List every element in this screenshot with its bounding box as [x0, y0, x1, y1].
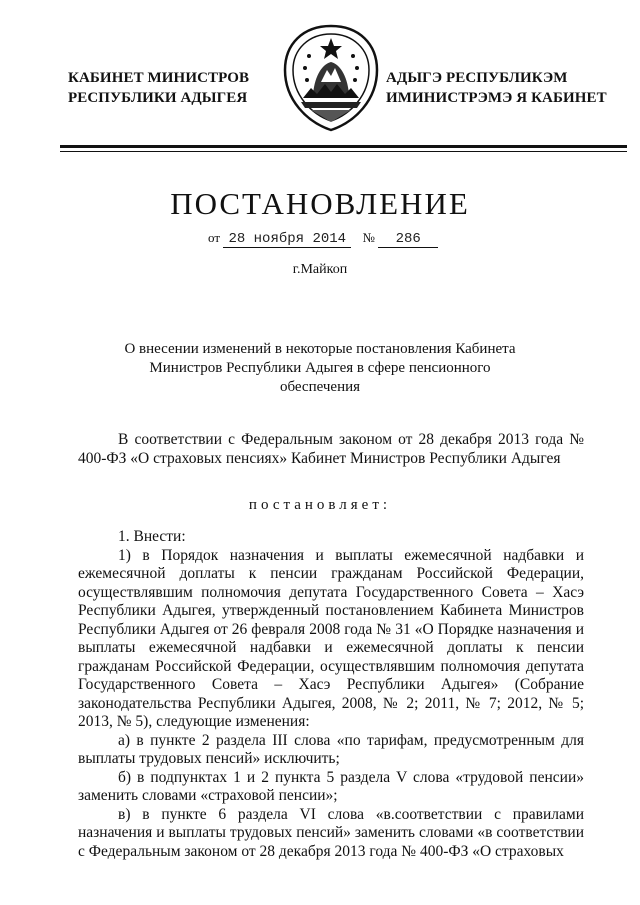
org-right-line-1: АДЫГЭ РЕСПУБЛИКЭМ — [386, 70, 568, 86]
header-divider-thick — [60, 145, 627, 148]
organization-name-russian — [68, 68, 268, 108]
date-number-line — [208, 230, 438, 248]
document-number: 286 — [378, 231, 438, 248]
body-paragraph: 1) в Порядок назначения и выплаты ежемесячной надбавки и ежемесячной доплаты к пенсии гражданам Российской Федерации, осуществлявшим полномочия депутата Государственного Совета – Хасэ Республики Адыгея, утвержденный постановлением Кабинета Министров Республики Адыгея от 26 февраля 2008 года № 31 «О Порядке назначения и выплаты ежемесячной надбавки и ежемесячной доплаты к пенсии гражданам Российской Федерации, осуществлявшим полномочия депутата Государственного Совета – Хасэ Республики Адыгея» (Собрание законодательства Республики Адыгея, 2008, № 2; 2011, № 7; 2012, № 5; 2013, № 5), следующие изменения: — [78, 546, 584, 730]
org-left-line-1: КАБИНЕТ МИНИСТРОВ — [68, 70, 250, 86]
org-left-line-2: РЕСПУБЛИКИ АДЫГЕЯ — [68, 90, 248, 106]
date-prefix: от — [208, 230, 221, 245]
adygea-coat-of-arms-icon — [281, 22, 381, 134]
body-paragraph: а) в пункте 2 раздела III слова «по тарифам, предусмотренным для выплаты трудовых пенсий» исключить; — [78, 731, 584, 767]
preamble-paragraph: В соответствии с Федеральным законом от 28 декабря 2013 года № 400-ФЗ «О страховых пенсиях» Кабинет Министров Республики Адыгея — [78, 431, 584, 467]
org-right-line-2: ИМИНИСТРЭМЭ Я КАБИНЕТ — [386, 90, 607, 106]
document-body — [78, 528, 584, 861]
place-of-issue: г.Майкоп — [292, 262, 348, 277]
header-divider-thin — [60, 151, 627, 152]
document-title: ПОСТАНОВЛЕНИЕ — [170, 186, 470, 221]
organization-name-adyghe — [386, 68, 626, 108]
document-date: 28 ноября 2014 — [223, 231, 351, 248]
number-prefix: № — [362, 230, 375, 245]
document-subject: О внесении изменений в некоторые постановления Кабинета Министров Республики Адыгея в сфере пенсионного обеспечения — [124, 341, 516, 395]
body-paragraph: в) в пункте 6 раздела VI слова «в.соответствии с правилами назначения и выплаты трудовых пенсий» заменить словами «в соответствии с Федеральным законом от 28 декабря 2013 года № 400-ФЗ «О страховых — [78, 805, 584, 860]
resolves-heading: постановляет: — [248, 497, 392, 513]
body-paragraph: б) в подпунктах 1 и 2 пункта 5 раздела V слова «трудовой пенсии» заменить словами «страховой пенсии»; — [78, 768, 584, 804]
body-paragraph: 1. Внести: — [118, 528, 186, 545]
